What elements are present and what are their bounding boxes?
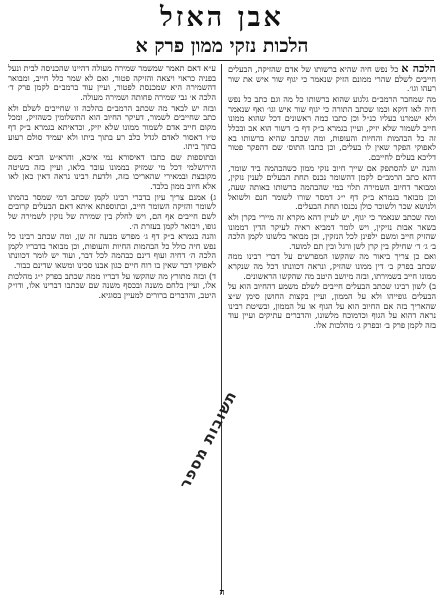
- right-para-6: ב) לשון רבינו שכתב הבעלים חייבים לשלם משמע דהחיוב הוא על הבעלים גופייהו ולא על הממון, ועיין בקצות החושן סימן ש״צ שהאריך בזה אם החיוב הוא על הגוף או על הממון, ובשיטת רבינו נראה דהוא על הגוף וכדמוכח מלשונו, והדברים עתיקים ועיין עוד בזה לקמן פרק ב׳ ובפרק ג׳ מהלכות אלו.: [228, 281, 436, 331]
- right-para-2: מה שמחבר הרמב״ם גלגוע שהוא ברשותו כל מה וגם כתב כל נפש חיה לאו דוקא וכמו שכתב התורה כי יגוף שור איש וגו׳ ואף שנאמר ולא ישמרנו בעליו כנ״ל וכן כתבו כמה ראשונים דכל שהוא ממונו חייב לשמור שלא יזיק, ועיין בגמרא ב״ק דף ב׳ דשור הוא אב ובכלל זה כל הבהמות והחיות והעופות, ומה שכתב שהיא ברשותו בא לאפוקי הפקר שאין לו בעלים, וכן כתבו התוס׳ שם דהפקר פטור דליכא בעלים לחייבם.: [228, 93, 436, 162]
- page-number: ה: [219, 588, 225, 598]
- left-text-column: [8, 64, 216, 596]
- column-divider: [221, 64, 222, 594]
- halacha-label: הלכה א: [401, 64, 436, 75]
- left-para-5: והנה בגמרא ב״ק דף ג׳ מפרש מבעה זה שן, ומה שכתב רבינו כל נפש חיה כולל כל הבהמות החיות והעופות, וכן מבואר בדבריו לקמן הלכה ה׳ דחיה ועוף דינם כבהמה לכל דבר, ועוד יש לומר דכוונתו לאפוקי דבר שאין בו רוח חיים כגון אבנו סכינו ומשאו שדינם כבור.: [8, 231, 216, 271]
- chapter-subtitle: הלכות נזקי ממון פרק א: [135, 35, 309, 57]
- right-para-4: ומה שכתב שנאמר כי יגוף, יש לעיין דהא מקרא זה מיירי בקרן ולא בשאר אבות נזיקין, ויש לומר דמביא ראיה לעיקר הדין דממונו שהזיק חייב ומשם ילפינן לכל הנזקין, וכן מבואר בלשונו לקמן הלכה ב׳ ג׳ ד׳ שחילק בין קרן לשן ורגל ובין תם למועד.: [228, 211, 436, 251]
- header-divider: [10, 60, 434, 61]
- library-stamp: תשובות מספר: [175, 387, 241, 492]
- right-para-3: והנה יש להסתפק אם שייך חיוב נזקי ממון כשהבהמה ביד שומר, דהא כתב הרמב״ם לקמן דהשומר נכנס תחת הבעלים לענין נזקין, ומבואר דחיוב השמירה תלוי במי שהבהמה ברשותו באותה שעה, וכן מבואר בגמרא ב״ק דף י״ג דמסר שורו לשומר חנם ולשואל ולנושא שכר ולשוכר כולן נכנסו תחת הבעלים.: [228, 162, 436, 212]
- right-para-5: ואם כן צריך ביאור מה שהקשו המפרשים על דברי רבינו ממה שכתב בפרק ב׳ דין ממונו שהזיק, ונראה דכוונתו דכל מה שנקרא ממונו חייב בשמירתו, ובזה מיושב היטב מה שהקשו הראשונים.: [228, 251, 436, 281]
- right-para-1: [228, 64, 436, 94]
- left-para-1: ע״א דאם תאמר שמשמר שמירה מעולה דהיינו שהכניסה לבית ונעל בפניה כראוי ויצאה והזיקה פטור, ואם לא שמר כלל חייב, ומבואר דהשמירה היא שמכנסת לפטור, ועיין עוד ברמב״ם לקמן פרק ד׳ הלכה א׳ גבי שמירה פחותה ושמירה מעולה.: [8, 64, 216, 102]
- left-para-2: ובזה יש לבאר מה שכתב הרמב״ם בהלכה זו שחייבים לשלם ולא כתב שחייבים לשמור, דעיקר החיוב הוא התשלומין כשהזיק, ומכל מקום חייב אדם לשמור ממונו שלא יזיק, וכדאיתא בגמרא ב״ק דף ט״ו דאסור לאדם לגדל כלב רע בתוך ביתו ולא יעמיד סולם רעוע בתוך ביתו.: [8, 102, 216, 152]
- left-para-6: ד) ובזה מתורץ מה שהקשו על דבריו ממה שכתב בפרק י״ג מהלכות אלו, ועיין בלחם משנה ובכסף משנה שם שכתבו דברינו אלו, ודו״ק היטב, והדברים ברורים למעיין בסוגיא.: [8, 270, 216, 301]
- right-para-1-text: כל נפש חיה שהיא ברשותו של אדם שהזיקה, הבעלים חייבים לשלם שהרי ממונם הזיק שנאמר כי יגוף שור איש את שור רעהו וגו׳.: [228, 64, 436, 94]
- right-text-column: [228, 64, 436, 596]
- left-para-3: ובתוספות שם כתבו דאיסורא נמי איכא, והרא״ש הביא בשם הירושלמי דכל מי שמזיק בממונו עובר בלאו, ועיין בזה בשיטה מקובצת ובמאירי שהאריכו בזה, ולדעת רבינו נראה דאין כאן לאו אלא חיוב ממון בלבד.: [8, 151, 216, 191]
- page-title: אבן האזל: [160, 2, 284, 33]
- left-para-4: ג) אמנם צריך עיון בדברי רבינו לקמן שכתב דמי שמסר בהמתו לשומר והזיקה השומר חייב, ובתוספתא איתא דאם הבעלים קרובים לשם חייבים אף הם, ויש לחלק בין שמירה של נזקין לשמירה של גופו, ויבואר לקמן בעזרת ה׳.: [8, 191, 216, 231]
